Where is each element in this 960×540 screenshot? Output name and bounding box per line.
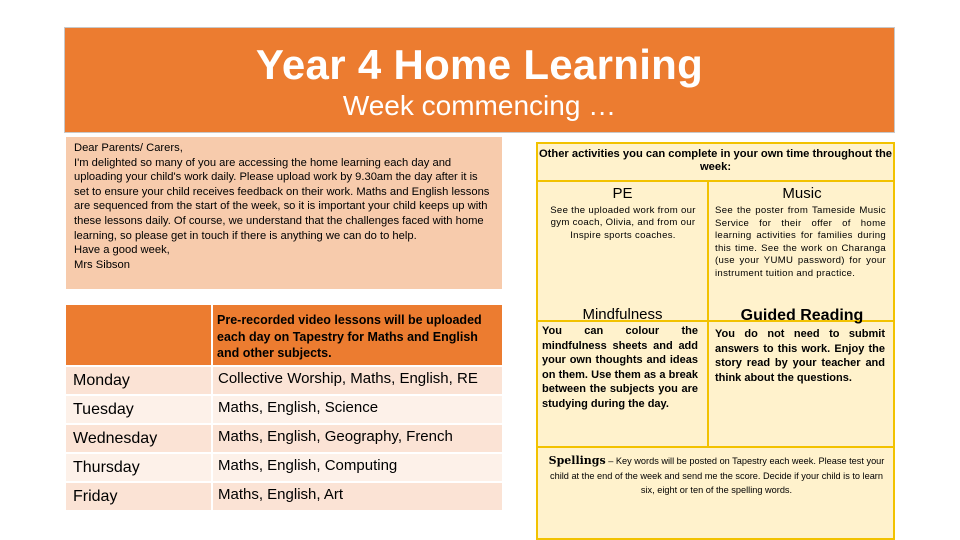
page-subtitle: Week commencing … [342, 90, 617, 121]
lessons-note-text: Pre-recorded video lessons will be uploaded each day on Tapestry for Maths and English and other subjects. [217, 313, 482, 360]
spellings-note [542, 454, 891, 498]
weekly-schedule-table [66, 365, 502, 510]
day-subjects: Maths, English, Computing [218, 457, 398, 474]
music-title: Music [782, 185, 822, 202]
lessons-note-header [66, 305, 502, 365]
day-label: Tuesday [73, 401, 134, 418]
column-divider [211, 305, 213, 365]
day-subjects: Maths, English, Art [218, 486, 344, 503]
mindfulness-text: You can colour the mindfulness sheets and add your own thoughts and ideas on them. Use them as a break between the subjects you are studying during the day. [542, 325, 698, 410]
letter-greeting: Dear Parents/ Carers, [74, 142, 183, 154]
table-row [66, 452, 502, 481]
guided-reading-title: Guided Reading [740, 307, 864, 324]
day-label: Wednesday [73, 430, 158, 447]
parent-letter [66, 137, 502, 289]
music-text: See the poster from Tameside Music Service for their offer of home learning activities for families during this time. See the work on Charanga (use your YUMU password) for your instrument tuition and practice. [715, 205, 886, 279]
day-subjects: Maths, English, Science [218, 399, 379, 416]
letter-signature: Mrs Sibson [74, 258, 130, 271]
grid-divider [538, 446, 893, 448]
page-title: Year 4 Home Learning [255, 41, 704, 88]
table-row [66, 365, 502, 394]
spellings-label: Spellings [548, 454, 606, 467]
guided-reading-text: You do not need to submit answers to this work. Enjoy the story read by your teacher and think about the questions. [715, 328, 885, 384]
pe-text: See the uploaded work from our gym coach, Olivia, and from our Inspire sports coaches. [550, 205, 696, 241]
other-activities-panel [536, 142, 895, 540]
pe-title: PE [612, 185, 633, 202]
letter-signoff: Have a good week, [74, 244, 170, 257]
table-row [66, 481, 502, 510]
day-label: Thursday [73, 459, 140, 476]
day-label: Friday [73, 488, 118, 505]
activities-header: Other activities you can complete in your own time throughout the week: [538, 144, 893, 182]
title-banner [64, 27, 895, 133]
day-label: Monday [73, 372, 130, 389]
table-row [66, 394, 502, 423]
mindfulness-title: Mindfulness [582, 306, 663, 323]
day-subjects: Collective Worship, Maths, English, RE [218, 370, 478, 387]
table-row [66, 423, 502, 452]
letter-body: I'm delighted so many of you are accessing the home learning each day and uploading your child's work daily. Please upload work by 9.30am the day after it is set to ensure your child receives feedback on their work. Maths and English lessons are sequenced from the start of the week, so it is important your child keeps up with these lessons daily. Of course, we understand that the challenges faced with home learning, so please get in touch if there is anything we can do to help. [74, 156, 490, 242]
spellings-text: – Key words will be posted on Tapestry each week. Please test your child at the end of the week and send me the score. Decide if your child is to learn six, eight or ten of the spelling words. [550, 456, 885, 495]
day-subjects: Maths, English, Geography, French [218, 428, 453, 445]
